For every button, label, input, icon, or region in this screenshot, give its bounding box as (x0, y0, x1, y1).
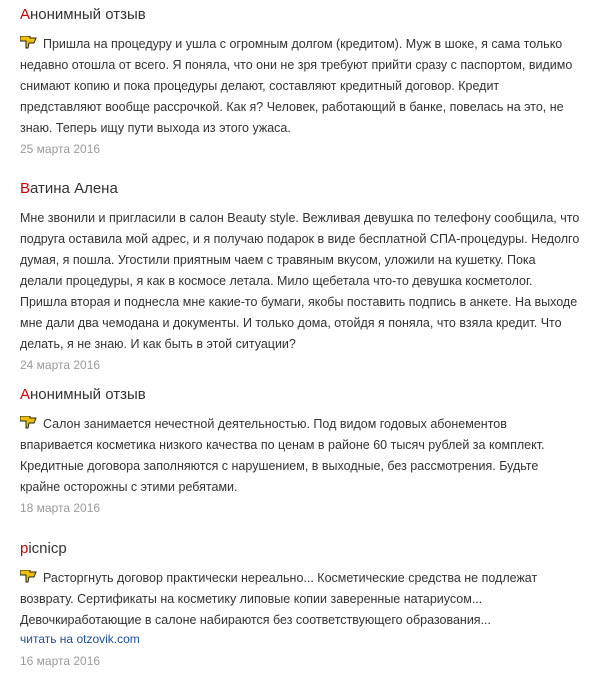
review (20, 386, 580, 516)
thumbs-down-icon (20, 416, 37, 429)
read-on-otzovik-link[interactable]: читать на otzovik.com (20, 632, 140, 646)
review-date: 16 марта 2016 (20, 654, 101, 668)
review (20, 540, 580, 669)
review-date: 24 марта 2016 (20, 358, 101, 372)
review-author[interactable]: Анонимный отзыв (20, 6, 146, 23)
review-text: Мне звонили и пригласили в салон Beauty style. Вежливая девушка по телефону сообщила, что подруга оставила мой адрес, и я получаю подарок в виде бесплатной СПА-процедуры. Недолго думая, я пошла. Угостили приятным чаем с травяным вкусом, уложили на кушетку. Пока делали процедуры, я как в космосе летала. Мило щебетала что-то девушка косметолог. Пришла вторая и поднесла мне какие-то бумаги, якобы поставить подпись в анкете. На выходе мне дали два чемодана и документы. И только дома, отойдя я поняла, что взяла кредит. Что делать, я не знаю. И как быть в этой ситуации? (20, 211, 580, 351)
thumbs-down-icon (20, 36, 37, 49)
review-date: 18 марта 2016 (20, 501, 101, 515)
review-author[interactable]: picnicp (20, 540, 67, 557)
review-date: 25 марта 2016 (20, 142, 101, 156)
review (20, 6, 580, 157)
review-author[interactable]: Ватина Алена (20, 180, 118, 197)
review-author[interactable]: Анонимный отзыв (20, 386, 146, 403)
review (20, 180, 580, 373)
thumbs-down-icon (20, 570, 37, 583)
review-text: Салон занимается нечестной деятельностью. Под видом годовых абонементов впаривается косметика низкого качества по ценам в районе 60 тысяч рублей за комплект. Кредитные договора заполняются с нарушением, в выходные, без рассмотрения. Будьте крайне осторожны с этими ребятами. (20, 417, 545, 494)
review-text: Расторгнуть договор практически нереально... Косметические средства не подлежат возврату. Сертификаты на косметику липовые копии заверенные натариусом... Девочкиработающие в салоне набираются без соответствующего образования... (20, 571, 538, 627)
review-text: Пришла на процедуру и ушла с огромным долгом (кредитом). Муж в шоке, я сама только недавно отошла от всего. Я поняла, что они не зря требуют прийти сразу с паспортом, видимо снимают копию и пока процедуры делают, составляют кредитный договор. Кредит представляют вообще рассрочкой. Как я? Человек, работающий в банке, повелась на это, не знаю. Теперь ищу пути выхода из этого ужаса. (20, 37, 573, 135)
